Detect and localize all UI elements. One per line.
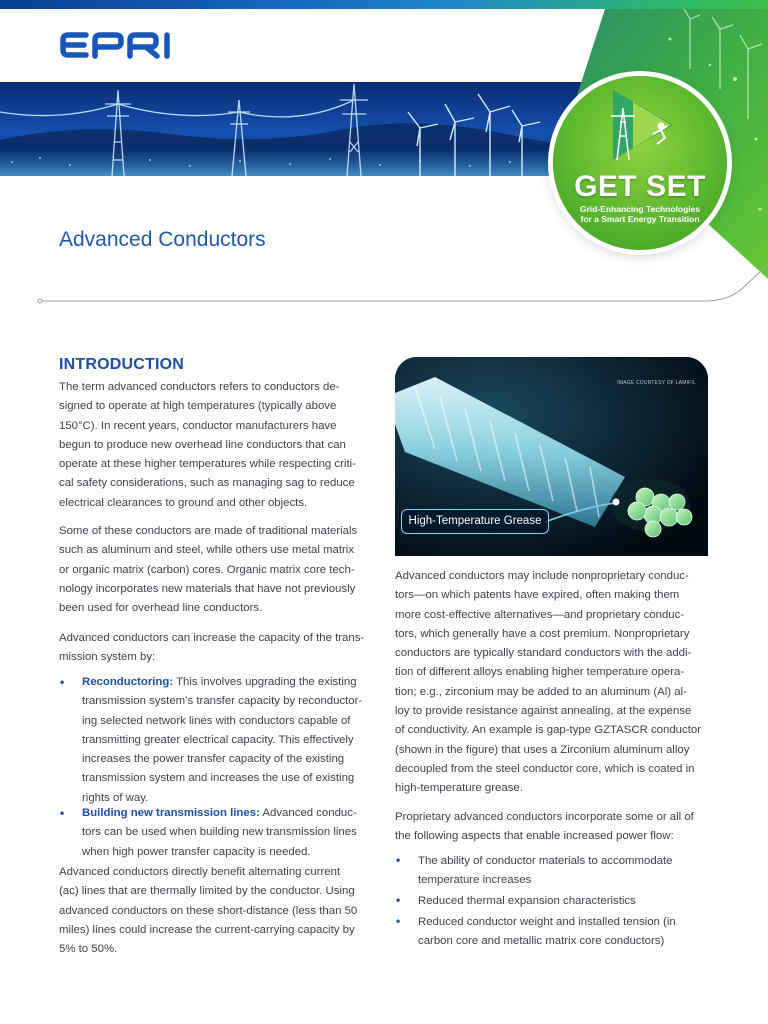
- text-line: (ac) lines that are thermally limited by the conductor. Using: [59, 885, 355, 898]
- text-line: or organic matrix (carbon) cores. Organic matrix core tech-: [59, 563, 355, 576]
- text-line: tors—on which patents have expired, often making them: [395, 589, 680, 602]
- get-set-badge: [553, 76, 727, 250]
- bullet-dot: •: [396, 893, 401, 907]
- text-line: begun to produce new overhead line conductors that can: [59, 438, 346, 451]
- text-line: tion of different alloys enabling higher temperature opera-: [395, 666, 685, 679]
- bullet-conductor-weight: [418, 913, 718, 952]
- conductor-photo: [395, 357, 708, 556]
- text-line: tors can be used when building new transmission lines: [82, 826, 357, 839]
- text-line: more cost-effective alternatives—and proprietary conduc-: [395, 608, 685, 621]
- bullet-reconductoring: [82, 673, 374, 808]
- bullet-dot: •: [396, 914, 401, 928]
- badge-subtitle-line-1: Grid-Enhancing Technologies: [579, 204, 701, 214]
- text-line: operate at these higher temperatures while respecting criti-: [59, 458, 356, 471]
- text-line: when high power transfer capacity is needed.: [82, 845, 311, 858]
- top-color-strip: [0, 0, 768, 9]
- badge-subtitle-line-2: for a Smart Energy Transition: [580, 214, 700, 224]
- callout-label-grease: High-Temperature Grease: [401, 509, 549, 534]
- bullet-temperature-increases: [418, 852, 718, 891]
- text-line: [82, 804, 374, 823]
- bullet-new-transmission-lines: [82, 804, 374, 862]
- intro-paragraph-2: [59, 522, 371, 618]
- text-fragment: Advanced conduc-: [259, 807, 357, 819]
- text-line: miles) lines could increase the current-carrying capacity by: [59, 923, 355, 936]
- bullet-thermal-expansion: [418, 892, 718, 911]
- section-divider: [0, 250, 768, 310]
- right-paragraph-2: [395, 808, 711, 847]
- text-line: nology incorporates new materials that have not previously: [59, 582, 356, 595]
- text-line: Some of these conductors are made of traditional materials: [59, 525, 358, 537]
- text-line: 150°C). In recent years, conductor manufacturers have: [59, 419, 337, 432]
- text-line: cal safety considerations, such as managing sag to reduce: [59, 477, 355, 490]
- text-line: Advanced conductors directly benefit alternating current: [59, 866, 341, 878]
- text-line: tion; e.g., zirconium may be added to an aluminum (Al) al-: [395, 685, 687, 698]
- intro-paragraph-1: [59, 378, 371, 513]
- bullet-dot: •: [60, 675, 65, 689]
- text-line: tors, which generally have a cost premium. Nonproprietary: [395, 627, 690, 640]
- text-line: ing selected network lines with conductors capable of: [82, 714, 351, 727]
- text-line: 5% to 50%.: [59, 943, 118, 956]
- text-line: Proprietary advanced conductors incorporate some or all of: [395, 811, 694, 823]
- text-line: carbon core and metallic matrix core conductors): [418, 935, 665, 948]
- text-line: The term advanced conductors refers to conductors de-: [59, 381, 340, 393]
- text-line: Reduced conductor weight and installed tension (in: [418, 916, 676, 928]
- badge-title: GET SET: [574, 170, 706, 203]
- text-line: Advanced conductors can increase the capacity of the trans-: [59, 632, 365, 644]
- bullet-dot: •: [60, 806, 65, 820]
- text-line: (shown in the figure) that uses a Zirconium aluminum alloy: [395, 743, 690, 756]
- text-line: high-temperature grease.: [395, 782, 523, 795]
- intro-paragraph-3: [59, 629, 371, 668]
- text-line: decoupled from the steel conductor core, which is coated in: [395, 762, 695, 775]
- text-line: transmitting greater electrical capacity. This effectively: [82, 733, 354, 746]
- bullet-term: Building new transmission lines:: [82, 807, 260, 819]
- text-line: mission system by:: [59, 651, 156, 664]
- text-line: electrical clearances to ground and other objects.: [59, 496, 308, 509]
- text-line: rights of way.: [82, 791, 149, 804]
- text-line: transmission system and increases the use of existing: [82, 772, 355, 785]
- text-line: been used for overhead line conductors.: [59, 602, 263, 615]
- text-line: transmission system’s transfer capacity by reconductor-: [82, 695, 363, 708]
- section-heading-introduction: INTRODUCTION: [59, 356, 185, 373]
- text-fragment: This involves upgrading the existing: [173, 676, 357, 688]
- text-line: advanced conductors on these short-distance (less than 50: [59, 904, 358, 917]
- text-line: loy to provide resistance against annealing, at the expense: [395, 705, 692, 718]
- document-title: Advanced Conductors: [59, 228, 266, 251]
- text-line: increases the power transfer capacity of the existing: [82, 753, 345, 766]
- image-credit: IMAGE COURTESY OF LAMIFIL: [617, 380, 696, 386]
- epri-logo: [60, 27, 200, 63]
- right-paragraph-1: [395, 567, 711, 799]
- text-line: conductors are typically standard conductors with the addi-: [395, 647, 692, 660]
- text-line: Reduced thermal expansion characteristics: [418, 895, 636, 907]
- text-line: [82, 673, 374, 692]
- text-line: Advanced conductors may include nonproprietary conduc-: [395, 570, 689, 582]
- text-line: signed to operate at high temperatures (typically above: [59, 400, 337, 413]
- text-line: The ability of conductor materials to accommodate: [418, 855, 673, 867]
- text-line: of conductivity. An example is gap-type GZTASCR conductor: [395, 724, 701, 737]
- text-line: the following aspects that enable increased power flow:: [395, 830, 674, 843]
- bullet-term: Reconductoring:: [82, 676, 174, 688]
- bullet-dot: •: [396, 853, 401, 867]
- text-line: temperature increases: [418, 874, 532, 887]
- intro-paragraph-4: [59, 863, 371, 959]
- text-line: such as aluminum and steel, while others use metal matrix: [59, 544, 355, 557]
